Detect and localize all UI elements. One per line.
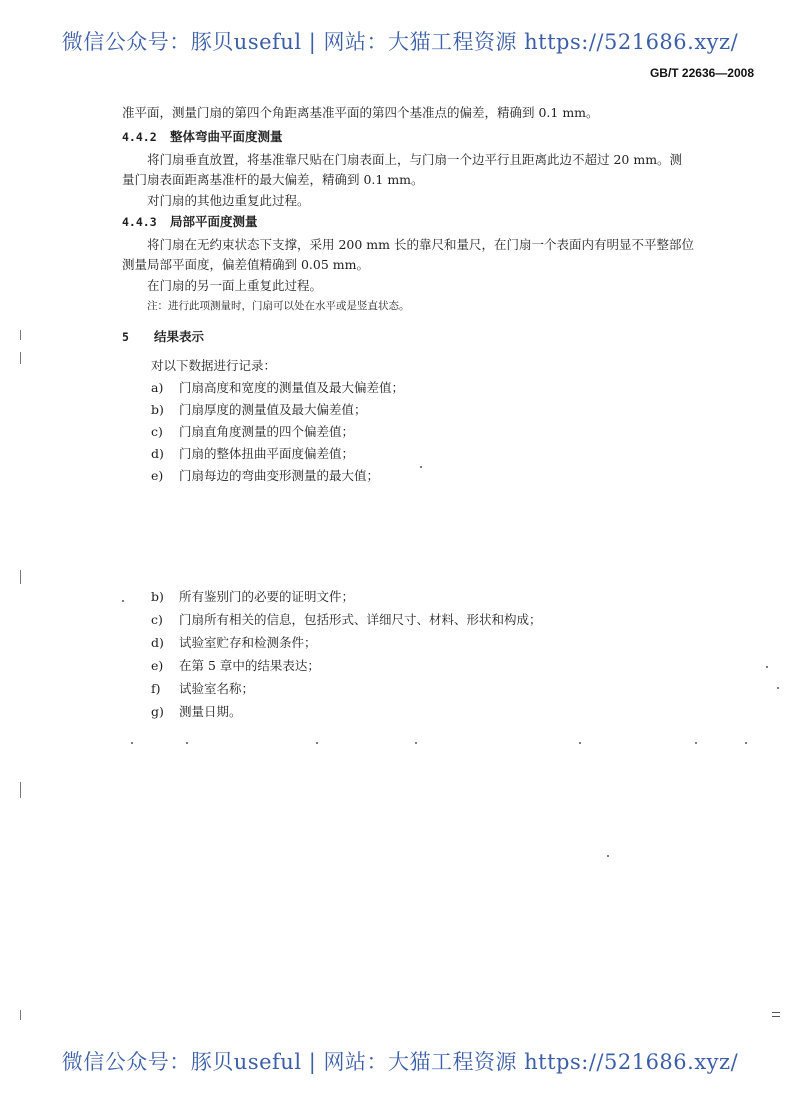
scan-speck xyxy=(20,782,21,798)
watermark-top: 微信公众号：豚贝useful | 网站：大猫工程资源 https://521686.xyz/ xyxy=(61,30,739,54)
report-item xyxy=(151,633,317,651)
paragraph-line: 将门扇在无约束状态下支撑，采用 200 mm 长的靠尺和量尺，在门扇一个表面内有明显不平整部位 xyxy=(147,237,694,252)
section-title: 局部平面度测量 xyxy=(170,214,258,229)
paragraph-line: 在门扇的另一面上重复此过程。 xyxy=(147,278,323,293)
item-text: 门扇所有相关的信息，包括形式、详细尺寸、材料、形状和构成； xyxy=(179,612,542,627)
scan-speck xyxy=(20,352,21,364)
paragraph-line: 测量局部平面度，偏差值精确到 0.05 mm。 xyxy=(122,257,369,272)
report-item xyxy=(151,702,242,720)
report-item xyxy=(151,656,320,674)
scan-speck xyxy=(20,330,21,340)
scan-speck xyxy=(186,742,188,744)
paragraph-line: 将门扇垂直放置，将基准靠尺贴在门扇表面上，与门扇一个边平行且距离此边不超过 20 mm。测 xyxy=(147,152,683,167)
section-5-heading xyxy=(122,327,204,345)
item-text: 门扇的整体扭曲平面度偏差值； xyxy=(179,446,355,461)
section-number: 4.4.3 xyxy=(122,215,157,229)
item-text: 门扇厚度的测量值及最大偏差值； xyxy=(179,402,367,417)
item-label: d) xyxy=(151,446,164,461)
watermark-bottom: 微信公众号：豚贝useful | 网站：大猫工程资源 https://521686.xyz/ xyxy=(61,1050,739,1074)
item-text: 测量日期。 xyxy=(179,704,242,719)
list-item xyxy=(151,422,354,440)
list-intro: 对以下数据进行记录： xyxy=(151,358,277,373)
paragraph-line: 量门扇表面距离基准杆的最大偏差，精确到 0.1 mm。 xyxy=(122,172,424,187)
item-text: 门扇直角度测量的四个偏差值； xyxy=(179,424,355,439)
scan-speck xyxy=(772,1012,780,1013)
section-title: 整体弯曲平面度测量 xyxy=(170,129,283,144)
section-title: 结果表示 xyxy=(154,329,205,344)
item-text: 门扇每边的弯曲变形测量的最大值； xyxy=(179,468,380,483)
item-label: a) xyxy=(151,380,164,395)
item-label: g) xyxy=(151,704,164,719)
scan-speck xyxy=(131,742,133,744)
item-text: 所有鉴别门的必要的证明文件； xyxy=(179,589,355,604)
item-label: b) xyxy=(151,402,164,417)
section-4-4-3-heading xyxy=(122,212,258,230)
section-number: 4.4.2 xyxy=(122,130,157,144)
scan-speck xyxy=(766,666,768,668)
section-4-4-2-heading xyxy=(122,127,283,145)
item-label: f) xyxy=(151,681,161,696)
scan-speck xyxy=(316,742,318,744)
list-item xyxy=(151,378,404,396)
report-item xyxy=(151,587,354,605)
scan-speck xyxy=(745,742,747,744)
item-text: 试验室名称； xyxy=(179,681,255,696)
item-label: b) xyxy=(151,589,164,604)
note-text: 注：进行此项测量时，门扇可以处在水平或是竖直状态。 xyxy=(147,300,410,312)
item-label: e) xyxy=(151,658,164,673)
report-item xyxy=(151,610,542,628)
continuation-text: 准平面，测量门扇的第四个角距离基准平面的第四个基准点的偏差，精确到 0.1 mm。 xyxy=(122,105,599,120)
item-text: 试验室贮存和检测条件； xyxy=(179,635,317,650)
scan-speck xyxy=(420,466,422,468)
scan-speck xyxy=(777,687,779,689)
standard-code: GB/T 22636—2008 xyxy=(649,66,754,80)
item-label: e) xyxy=(151,468,164,483)
scan-speck xyxy=(579,742,581,744)
item-label: c) xyxy=(151,424,163,439)
scan-speck xyxy=(772,1016,780,1017)
item-label: d) xyxy=(151,635,164,650)
scan-speck xyxy=(122,600,124,602)
scan-speck xyxy=(20,570,21,584)
item-label: c) xyxy=(151,612,163,627)
scan-speck xyxy=(415,742,417,744)
list-item xyxy=(151,444,354,462)
list-item xyxy=(151,400,367,418)
scan-speck xyxy=(20,1010,21,1020)
scan-speck xyxy=(695,742,697,744)
report-item xyxy=(151,679,254,697)
scan-speck xyxy=(607,855,609,857)
paragraph-line: 对门扇的其他边重复此过程。 xyxy=(147,193,310,208)
item-text: 门扇高度和宽度的测量值及最大偏差值； xyxy=(179,380,405,395)
item-text: 在第 5 章中的结果表达； xyxy=(179,658,320,673)
section-number: 5 xyxy=(122,330,129,344)
list-item xyxy=(151,466,379,484)
